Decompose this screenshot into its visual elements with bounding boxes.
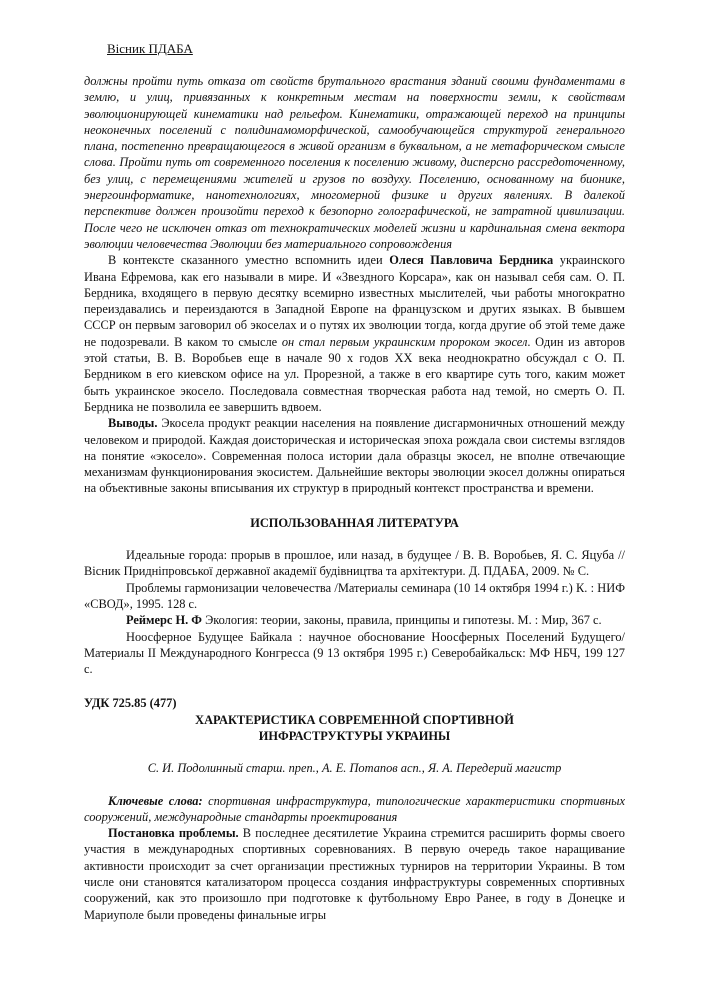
problem-text: В последнее десятилетие Украина стремится расширить формы своего участия в международных спортивных соревнованиях. В первую очередь такое наращивание активности происходит за счет организации престижных турниров на территории Украины. В том числе они становятся катализатором процесса создания инфраструктуры современных спортивных сооружений, как это произошло при подготовке к футбольному Евро Ранее, в году в Донецке и Мариуполе были проведены финальные игры: [84, 826, 625, 922]
reference-item: Идеальные города: прорыв в прошлое, или назад, в будущее / В. В. Воробьев, Я. С. Яцуба // Вісник Придніпровської державної академії будівництва та архітектури. Д. ПДАБА, 2009. № С.: [84, 548, 625, 579]
reference-item: Проблемы гармонизации человечества /Материалы семинара (10 14 октября 1994 г.) К. : НИФ «СВОД», 1995. 128 с.: [84, 580, 625, 611]
berdnik-paragraph: [84, 252, 625, 415]
page-body: [84, 73, 625, 923]
berdnik-emphasis: он стал первым украинским пророком экосел: [281, 334, 528, 349]
conclusions-label: Выводы.: [108, 416, 158, 431]
udk-code: УДК 725.85 (477): [84, 696, 177, 711]
reference-item: Ноосферное Будущее Байкала : научное обоснование Ноосферных Поселений Будущего/ Материалы II Международного Конгресса (9 13 октября 1995 г.) Северобайкальск: МФ НБЧ, 199 127 с.: [84, 629, 625, 677]
berdnik-text-c: . Один из авторов этой статьи, В. В. Воробьев еще в начале 90 х годов XX века неоднократно обсуждал с О. П. Бердником в его киевском офисе на ул. Прорезной, а также в его квартире суть того, каким может быть украинское экосело. Последовала совместная творческая работа над темой, но смерть О. П. Бердника не позволила ее завершить вдвоем.: [84, 334, 625, 414]
journal-header: Вісник ПДАБА: [107, 41, 193, 56]
reference-author: Реймерс Н. Ф: [126, 613, 202, 628]
conclusions-text: Экосела продукт реакции населения на появление дисгармоничных отношений между человеком и природой. Каждая доисторическая и историческая эпоха рождала свои системы взглядов на понятие «экосело». Современная полоса истории дала образцы экосел, не вполне отвечающие механизмам функционирования экосистем. Дальнейшие векторы эволюции экосел должны опираться на объективные законы вписывания их структур в природный контекст пространства и времени.: [84, 416, 625, 496]
article-title-line2: ИНФРАСТРУКТУРЫ УКРАИНЫ: [258, 728, 451, 743]
berdnik-name: Олеся Павловича Бердника: [389, 253, 554, 268]
reference-text: Экология: теории, законы, правила, принципы и гипотезы. М. : Мир, 367 с.: [205, 613, 602, 628]
reference-item: [84, 612, 625, 628]
problem-label: Постановка проблемы.: [108, 826, 239, 841]
berdnik-text-a: В контексте сказанного уместно вспомнить идеи: [108, 253, 390, 268]
references-list: [84, 547, 625, 677]
article-authors: С. И. Подолинный старш. преп., А. Е. Потапов асп., Я. А. Передерий магистр: [147, 761, 562, 776]
article-title-line1: ХАРАКТЕРИСТИКА СОВРЕМЕННОЙ СПОРТИВНОЙ: [195, 712, 514, 727]
berdnik-text-b: украинского Ивана Ефремова, как его называли в мире. И «Звездного Корсара», как он называл себя сам. О. П. Бердника, входящего в первую десятку всемирно известных мыслителей, чьи работы многократно переиздавались и переиздаются в Западной Европе на французском и других языках. В бывшем СССР он первым заговорил об экоселах и о путях их эволюции тогда, когда другие об этой теме даже не подозревали. В каком то смысле: [84, 253, 626, 349]
keywords-paragraph: [84, 793, 625, 826]
keywords-text: спортивная инфраструктура, типологические характеристики спортивных сооружений, международные стандарты проектирования: [84, 793, 625, 824]
references-title: ИСПОЛЬЗОВАННАЯ ЛИТЕРАТУРА: [250, 515, 459, 530]
conclusions-paragraph: [84, 415, 625, 496]
keywords-label: Ключевые слова:: [108, 793, 203, 808]
problem-paragraph: [84, 825, 625, 923]
intro-paragraph: должны пройти путь отказа от свойств брутального врастания зданий своими фундаментами в землю, и улиц, привязанных к конкретным местам на поверхности земли, к свойствам эволюционирующей кинематики над рельефом. Кинематики, отражающей переход на принципы неоконечных поселений с полидинамоморфической, самообучающейся структурой генерального плана, постепенно превращающегося в живой организм в буквальном, а не метафорическом смысле слова. Пройти путь от современного поселения к поселению живому, дисперсно рассредоточенному, без улиц, с перемещениями жителей и грузов по воздуху. Поселению, основанному на бионике, энергоинформатике, нанотехнологиях, многомерной физике и других явлениях. В далекой перспективе должен произойти переход к безопорно голографической, не затратной цивилизации. После чего не исключен отказ от технократических моделей жизни и кардинальная смена вектора эволюции человечества Эволюции без материального сопровождения: [84, 74, 625, 251]
